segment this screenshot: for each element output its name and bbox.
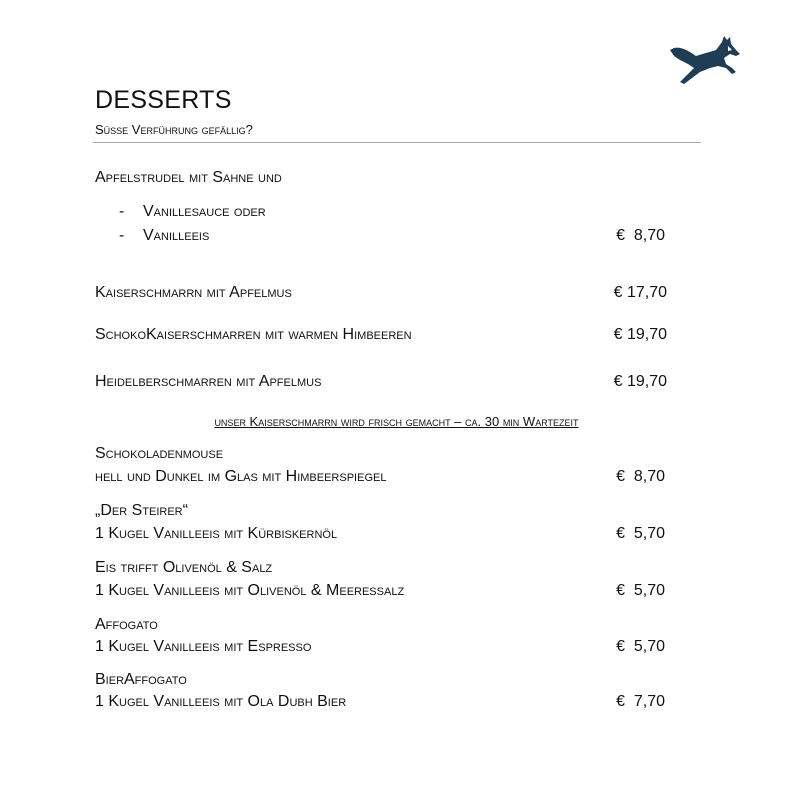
menu-item-price: € 17,70 <box>613 284 667 301</box>
menu-item-price: € 19,70 <box>613 326 667 343</box>
menu-item-name: SchokoKaiserschmarren mit warmen Himbeeren <box>95 326 412 343</box>
menu-item-price: € 19,70 <box>613 373 667 390</box>
menu-item-price: € 8,70 <box>616 468 665 485</box>
menu-item-name: BierAffogato <box>95 671 187 688</box>
menu-item-price: € 7,70 <box>616 693 665 710</box>
page-subtitle: Süße Verführung gefällig? <box>95 122 253 137</box>
page-title: DESSERTS <box>95 86 232 114</box>
menu-item-name: Kaiserschmarrn mit Apfelmus <box>95 284 292 301</box>
header-divider <box>93 142 701 143</box>
menu-item-price: € 8,70 <box>616 227 665 244</box>
bullet-dash: - <box>119 227 125 244</box>
menu-item-description: 1 Kugel Vanilleeis mit Kürbiskernöl <box>95 525 338 542</box>
fox-icon <box>670 34 742 86</box>
menu-item-name: Affogato <box>95 616 158 633</box>
menu-item-name: Eis trifft Olivenöl & Salz <box>95 559 273 576</box>
menu-item-name: Schokoladenmouse <box>95 445 224 462</box>
menu-item-description: 1 Kugel Vanilleeis mit Ola Dubh Bier <box>95 693 347 710</box>
menu-item-price: € 5,70 <box>616 525 665 542</box>
menu-item-option: Vanilleeis <box>143 227 210 244</box>
menu-item-description: hell und Dunkel im Glas mit Himbeerspiegel <box>95 468 387 485</box>
menu-item-name: „Der Steirer“ <box>95 502 188 519</box>
wait-time-note: unser Kaiserschmarrn wird frisch gemacht – ca. 30 min Wartezeit <box>214 414 579 429</box>
menu-item-price: € 5,70 <box>616 638 665 655</box>
menu-item-description: 1 Kugel Vanilleeis mit Espresso <box>95 638 312 655</box>
menu-item-name: Heidelberschmarren mit Apfelmus <box>95 373 322 390</box>
menu-item-price: € 5,70 <box>616 582 665 599</box>
bullet-dash: - <box>119 203 125 220</box>
menu-item-name: Apfelstrudel mit Sahne und <box>95 169 282 186</box>
menu-item-description: 1 Kugel Vanilleeis mit Olivenöl & Meeressalz <box>95 582 405 599</box>
menu-item-option: Vanillesauce oder <box>143 203 266 220</box>
